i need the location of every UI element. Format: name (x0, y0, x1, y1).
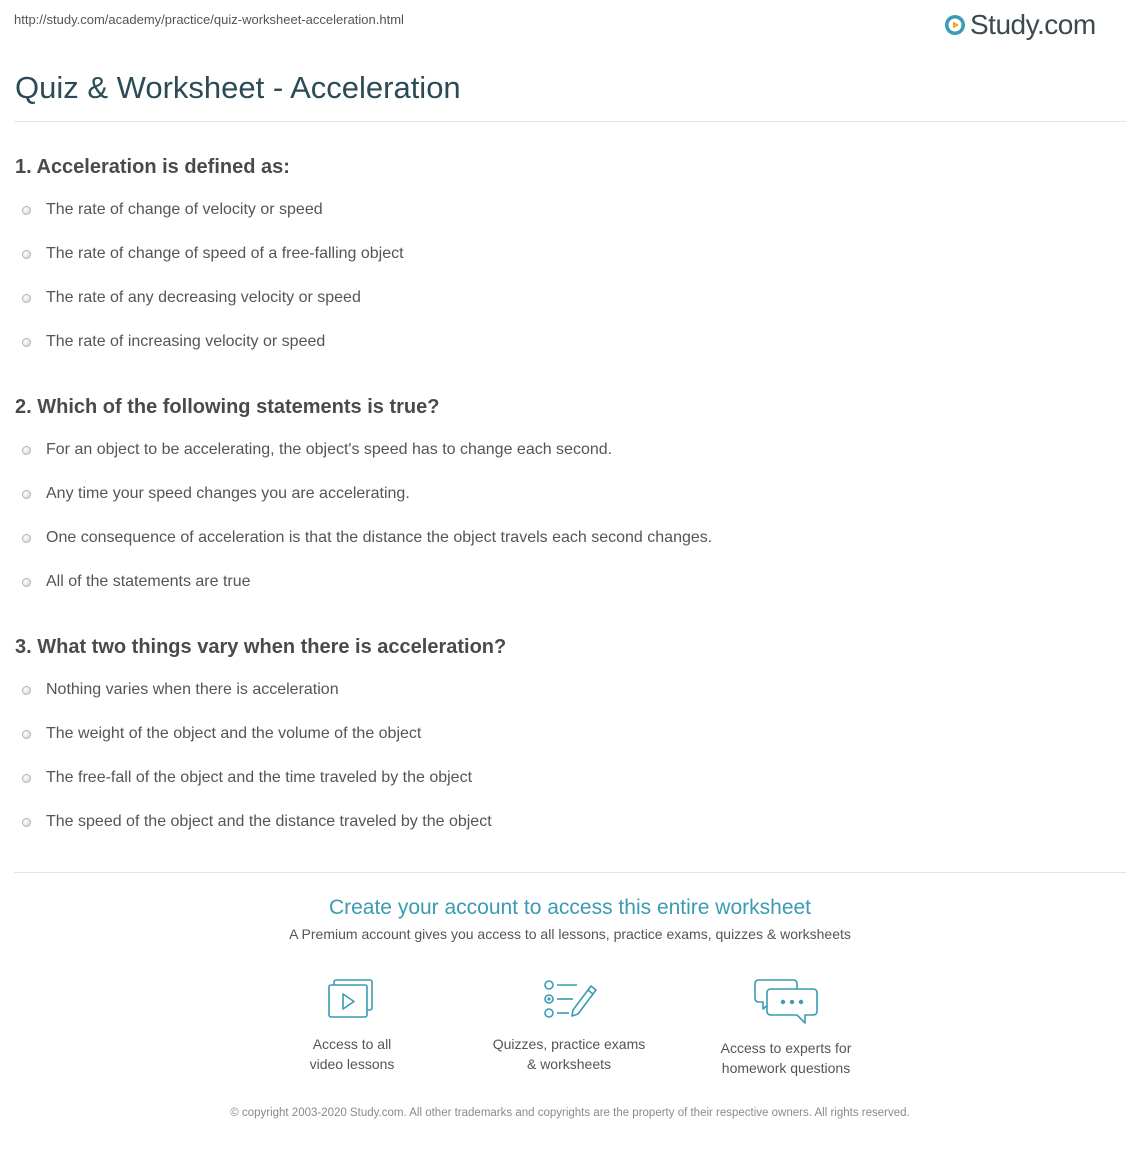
radio-button[interactable] (22, 730, 31, 739)
radio-button[interactable] (22, 534, 31, 543)
feature-quizzes (479, 976, 659, 1074)
cta-subtitle: A Premium account gives you access to all lessons, practice exams, quizzes & worksheets (289, 926, 851, 942)
option-label: The free-fall of the object and the time traveled by the object (46, 769, 473, 786)
radio-button[interactable] (22, 250, 31, 259)
video-lessons-icon (324, 976, 380, 1024)
question-3-option-1[interactable] (22, 679, 339, 701)
question-2-option-4[interactable] (22, 571, 251, 593)
question-1-option-2[interactable] (22, 243, 404, 265)
feature-label: Quizzes, practice exams & worksheets (492, 1036, 646, 1072)
question-1-option-1[interactable] (22, 199, 323, 221)
option-label: Any time your speed changes you are accelerating. (46, 485, 410, 502)
question-2-option-1[interactable] (22, 439, 612, 461)
question-1-option-3[interactable] (22, 287, 361, 309)
question-2-option-3[interactable] (22, 527, 712, 549)
option-label: The rate of change of velocity or speed (46, 201, 323, 218)
question-3-option-3[interactable] (22, 767, 472, 789)
radio-button[interactable] (22, 774, 31, 783)
option-label: The speed of the object and the distance traveled by the object (46, 813, 492, 830)
question-1-option-4[interactable] (22, 331, 325, 353)
feature-video-lessons (262, 976, 442, 1074)
create-account-link[interactable]: Create your account to access this entire worksheet (328, 896, 812, 919)
question-2-title: 2. Which of the following statements is true? (15, 396, 440, 418)
option-label: All of the statements are true (46, 573, 251, 590)
title-divider (14, 121, 1126, 122)
cta-divider (14, 872, 1126, 873)
study-logo[interactable] (944, 8, 1096, 42)
question-2-option-2[interactable] (22, 483, 410, 505)
option-label: Nothing varies when there is acceleration (46, 681, 339, 698)
radio-button[interactable] (22, 578, 31, 587)
radio-button[interactable] (22, 490, 31, 499)
radio-button[interactable] (22, 338, 31, 347)
page-url: http://study.com/academy/practice/quiz-worksheet-acceleration.html (14, 12, 404, 27)
chat-bubbles-icon (753, 976, 819, 1028)
radio-button[interactable] (22, 294, 31, 303)
feature-label: Access to all video lessons (309, 1036, 395, 1072)
quiz-checklist-icon (539, 976, 599, 1024)
logo-text: Study.com (970, 9, 1096, 40)
option-label: The rate of increasing velocity or speed (46, 333, 326, 350)
option-label: The weight of the object and the volume of the object (46, 725, 422, 742)
option-label: For an object to be accelerating, the object's speed has to change each second. (46, 441, 613, 458)
play-logo-icon (944, 14, 966, 36)
radio-button[interactable] (22, 206, 31, 215)
page-title: Quiz & Worksheet - Acceleration (15, 70, 461, 105)
option-label: One consequence of acceleration is that the distance the object travels each second changes. (46, 529, 713, 546)
option-label: The rate of any decreasing velocity or speed (46, 289, 361, 306)
option-label: The rate of change of speed of a free-falling object (46, 245, 404, 262)
radio-button[interactable] (22, 446, 31, 455)
feature-experts (696, 976, 876, 1078)
feature-label: Access to experts for homework questions (720, 1040, 852, 1076)
radio-button[interactable] (22, 686, 31, 695)
question-3-option-4[interactable] (22, 811, 492, 833)
question-1-title: 1. Acceleration is defined as: (15, 156, 290, 178)
copyright-notice: © copyright 2003-2020 Study.com. All other trademarks and copyrights are the property of their respective owners. All rights reserved. (230, 1107, 910, 1119)
question-3-title: 3. What two things vary when there is acceleration? (15, 636, 507, 658)
radio-button[interactable] (22, 818, 31, 827)
question-3-option-2[interactable] (22, 723, 421, 745)
